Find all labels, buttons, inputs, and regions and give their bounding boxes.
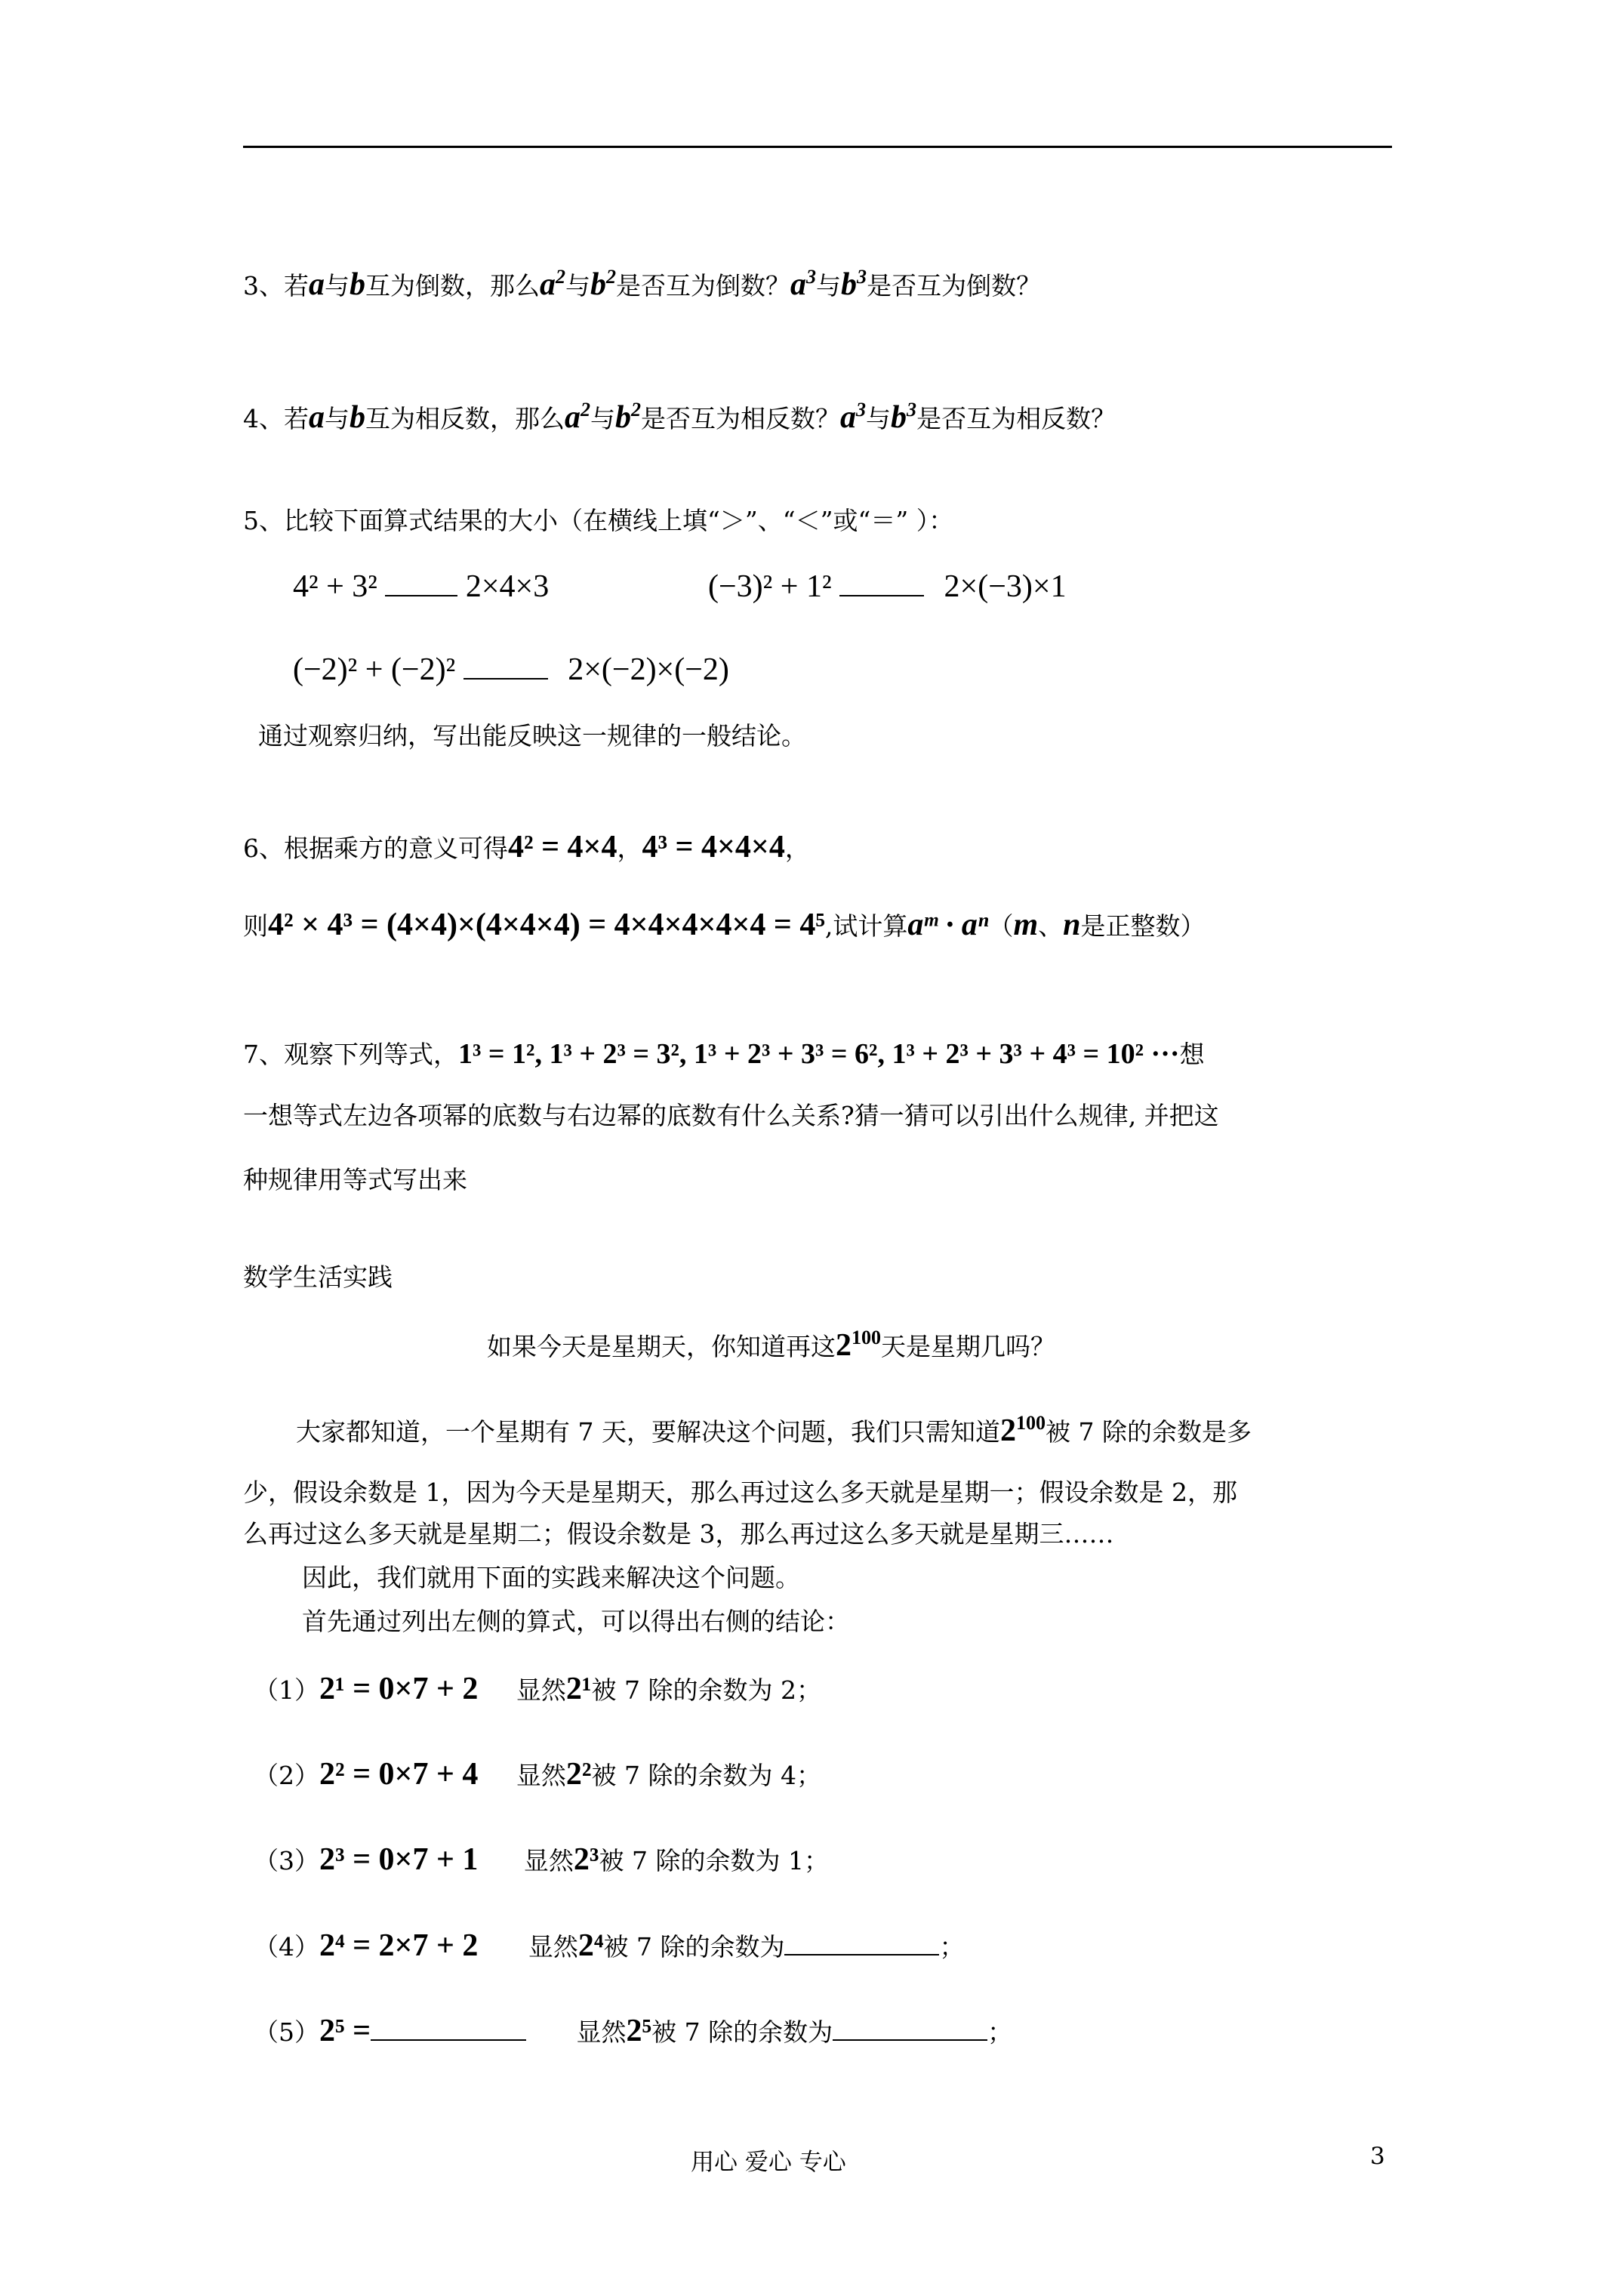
practice-heading: 数学生活实践 <box>243 1262 393 1292</box>
answer-blank[interactable] <box>839 595 924 596</box>
step-2: （2）2² = 0×7 + 4 显然2²被 7 除的余数为 4； <box>254 1757 821 1792</box>
practice-question: 如果今天是星期天，你知道再这$2^{100}$天是星期几吗？ <box>487 1327 1056 1363</box>
question-7-line-1: 7、观察下列等式，1³ = 1², 1³ + 2³ = 3², 1³ + 2³ + 3³ = 6², 1³ + 2³ + 3³ + 4³ = 10² ···想 <box>243 1038 1205 1070</box>
step-4: （4）2⁴ = 2×7 + 2 显然2⁴被 7 除的余数为 ； <box>254 1928 965 1963</box>
expression-blank[interactable] <box>371 2039 526 2041</box>
comparison-3: (−2)² + (−2)² 2×(−2)×(−2) <box>293 652 729 687</box>
question-6-line-1: 6、根据乘方的意义可得4² = 4×4，4³ = 4×4×4， <box>243 830 810 864</box>
comparison-2: (−3)² + 1² 2×(−3)×1 <box>708 569 1067 604</box>
question-7-line-2: 一想等式左边各项幂的底数与右边幂的底数有什么关系?猜一猜可以引出什么规律, 并把这 <box>243 1101 1219 1130</box>
step-1: （1）2¹ = 0×7 + 2 显然2¹被 7 除的余数为 2； <box>254 1672 821 1706</box>
practice-paragraph-3: 么再过这么多天就是星期二；假设余数是 3，那么再过这么多天就是星期三…… <box>243 1519 1114 1549</box>
remainder-blank[interactable] <box>833 2039 987 2041</box>
practice-paragraph-1: 大家都知道，一个星期有 7 天，要解决这个问题，我们只需知道$2^{100}$被 7 除的余数是多 <box>296 1412 1252 1448</box>
question-5-conclusion: 通过观察归纳，写出能反映这一规律的一般结论。 <box>258 721 806 750</box>
practice-paragraph-2: 少，假设余数是 1，因为今天是星期天，那么再过这么多天就是星期一；假设余数是 2，那 <box>243 1478 1237 1507</box>
question-5-prompt: 5、比较下面算式结果的大小（在横线上填“＞”、“＜”或“＝” ）： <box>243 506 954 535</box>
question-4: 4、若a与b互为相反数，那么$a^2$与$b^2$是否互为相反数？$a^3$与$b^3$是否互为相反数？ <box>243 399 1116 435</box>
step-5: （5）2⁵ = 显然2⁵被 7 除的余数为 ； <box>254 2014 1013 2048</box>
step-3: （3）2³ = 0×7 + 1 显然2³被 7 除的余数为 1； <box>254 1842 829 1877</box>
footer-motto: 用心 爱心 专心 <box>691 2149 846 2176</box>
page-number: 3 <box>1370 2143 1385 2170</box>
question-6-line-2: 则4² × 4³ = (4×4)×(4×4×4) = 4×4×4×4×4 = 4⁵,试计算aᵐ · aⁿ（m、n是正整数） <box>243 908 1206 942</box>
header-rule <box>243 146 1392 148</box>
practice-paragraph-5: 首先通过列出左侧的算式，可以得出右侧的结论： <box>302 1607 850 1636</box>
question-7-line-3: 种规律用等式写出来 <box>243 1165 467 1194</box>
remainder-blank[interactable] <box>784 1954 939 1955</box>
question-3: 3、若a与b互为倒数，那么$a^2$与$b^2$是否互为倒数？$a^3$与$b^3$是否互为倒数？ <box>243 266 1042 302</box>
practice-paragraph-4: 因此，我们就用下面的实践来解决这个问题。 <box>302 1563 800 1592</box>
answer-blank[interactable] <box>463 678 548 680</box>
comparison-1: 4² + 3² 2×4×3 <box>293 569 550 604</box>
answer-blank[interactable] <box>385 595 457 596</box>
